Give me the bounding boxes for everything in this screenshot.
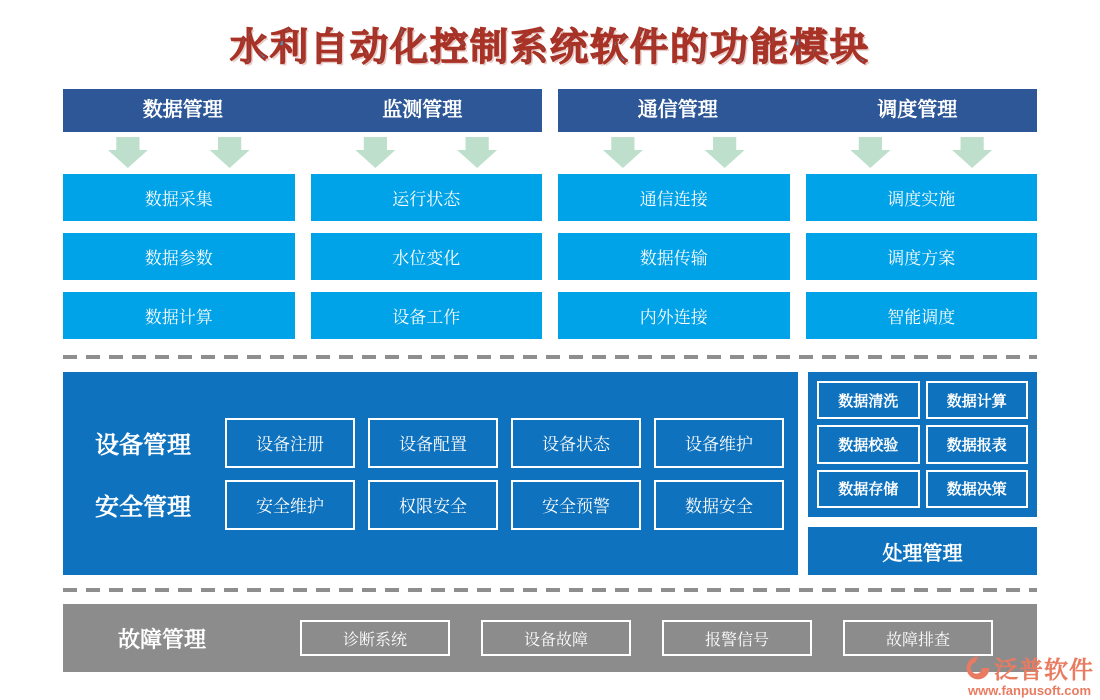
- device-security-panel: [63, 372, 798, 575]
- module-box: 智能调度: [806, 292, 1038, 339]
- down-arrow-icon: [705, 137, 745, 168]
- fanpu-logo: [965, 650, 1094, 698]
- process-management-bar: 处理管理: [808, 527, 1037, 575]
- panel-label-device: 设备管理: [95, 432, 191, 459]
- down-arrow-icon: [952, 137, 992, 168]
- group-header-dispatch: 调度管理: [877, 99, 958, 121]
- grid-box: 数据计算: [926, 381, 1029, 419]
- middle-section: [63, 372, 1037, 575]
- arrow-cell: [806, 137, 1038, 169]
- down-arrow-icon: [355, 137, 395, 168]
- down-arrow-icon: [603, 137, 643, 168]
- data-process-column: [808, 372, 1037, 575]
- gray-box: 诊断系统: [300, 620, 450, 656]
- grid-box: 数据清洗: [817, 381, 920, 419]
- module-box: 水位变化: [311, 233, 543, 280]
- module-box: 通信连接: [558, 174, 790, 221]
- header-bar-data-monitor: [63, 89, 542, 132]
- fanpu-logo-icon: [965, 655, 991, 681]
- outline-box: 安全预警: [511, 480, 641, 530]
- module-box: 调度实施: [806, 174, 1038, 221]
- outline-box: 数据安全: [654, 480, 784, 530]
- fanpu-logo-row: [965, 650, 1094, 685]
- module-box: 数据传输: [558, 233, 790, 280]
- arrow-cell: [311, 137, 543, 169]
- arrow-cell: [63, 137, 295, 169]
- header-row: [63, 89, 1037, 132]
- module-row-1: [63, 174, 1037, 221]
- module-box: 数据参数: [63, 233, 295, 280]
- outline-box: 权限安全: [368, 480, 498, 530]
- grid-box: 数据决策: [926, 470, 1029, 508]
- gray-box: 设备故障: [481, 620, 631, 656]
- page-title: 水利自动化控制系统软件的功能模块: [229, 27, 870, 69]
- arrows-row: [63, 137, 1037, 169]
- arrow-cell: [558, 137, 790, 169]
- gray-box: 报警信号: [662, 620, 812, 656]
- security-management-row: [95, 480, 798, 530]
- down-arrow-icon: [850, 137, 890, 168]
- header-bar-comm-dispatch: [558, 89, 1037, 132]
- fault-boxes: [300, 620, 993, 656]
- module-box: 调度方案: [806, 233, 1038, 280]
- data-process-grid: [808, 372, 1037, 517]
- dashed-divider-bottom: [63, 588, 1037, 592]
- grid-box: 数据存储: [817, 470, 920, 508]
- fault-management-panel: [63, 604, 1037, 672]
- outline-box: 安全维护: [225, 480, 355, 530]
- grid-box: 数据校验: [817, 425, 920, 463]
- outline-box: 设备维护: [654, 418, 784, 468]
- device-boxes: [225, 418, 784, 468]
- module-box: 内外连接: [558, 292, 790, 339]
- outline-box: 设备状态: [511, 418, 641, 468]
- panel-label-fault: 故障管理: [118, 626, 207, 652]
- down-arrow-icon: [457, 137, 497, 168]
- security-boxes: [225, 480, 784, 530]
- dashed-divider-top: [63, 355, 1037, 359]
- module-box: 数据计算: [63, 292, 295, 339]
- outline-box: 设备配置: [368, 418, 498, 468]
- outline-box: 设备注册: [225, 418, 355, 468]
- device-management-row: [95, 418, 798, 468]
- fanpu-logo-name: 泛普软件: [994, 657, 1094, 684]
- module-box: 设备工作: [311, 292, 543, 339]
- module-box: 运行状态: [311, 174, 543, 221]
- fanpu-logo-url: www.fanpusoft.com: [967, 683, 1092, 698]
- down-arrow-icon: [210, 137, 250, 168]
- group-header-data: 数据管理: [142, 99, 223, 121]
- group-header-monitor: 监测管理: [382, 99, 463, 121]
- panel-label-security: 安全管理: [95, 494, 191, 521]
- group-header-comm: 通信管理: [637, 99, 718, 121]
- grid-box: 数据报表: [926, 425, 1029, 463]
- module-row-2: [63, 233, 1037, 280]
- module-box: 数据采集: [63, 174, 295, 221]
- module-row-3: [63, 292, 1037, 339]
- down-arrow-icon: [108, 137, 148, 168]
- gray-box: 故障排查: [843, 620, 993, 656]
